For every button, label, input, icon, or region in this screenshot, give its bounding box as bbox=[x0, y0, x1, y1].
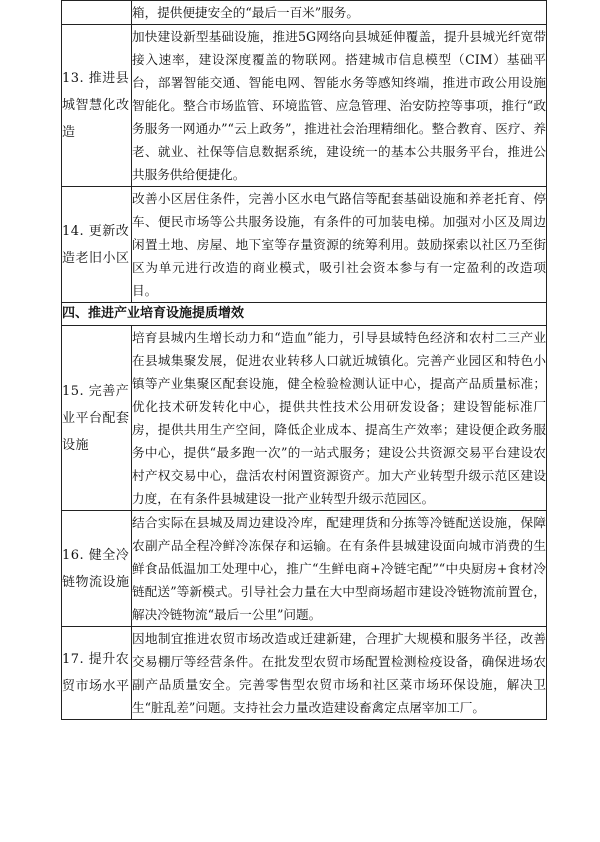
table-row bbox=[62, 627, 547, 720]
item-content: 结合实际在县城及周边建设冷库，配建理货和分拣等冷链配送设施，保障农副产品全程冷鲜冷冻保存和运输。在有条件县城建设面向城市消费的生鲜食品低温加工处理中心，推广“生鲜电商+冷链宅配”“中央厨房+食材冷链配送”等新模式。引导社会力量在大中型商场超市建设冷链物流前置仓，解决冷链物流“最后一公里”问题。 bbox=[132, 511, 547, 627]
table-row bbox=[62, 326, 547, 511]
item-content: 培育县城内生增长动力和“造血”能力，引导县域特色经济和农村二三产业在县城集聚发展，促进农业转移人口就近城镇化。完善产业园区和特色小镇等产业集聚区配套设施，健全检验检测认证中心，提高产品质量标准；优化技术研发转化中心，提供共性技术公用研发设备；建设智能标准厂房，提供共用生产空间，降低企业成本、提高生产效率；建设便企政务服务中心，提供“最多跑一次”的一站式服务；建设公共资源交易平台建设农村产权交易中心，盘活农村闲置资源资产。加大产业转型升级示范区建设力度，在有条件县城建设一批产业转型升级示范园区。 bbox=[132, 326, 547, 511]
table-row bbox=[62, 511, 547, 627]
table-row bbox=[62, 1, 547, 25]
table-row bbox=[62, 25, 547, 187]
item-content: 加快建设新型基础设施，推进5G网络向县城延伸覆盖，提升县城光纤宽带接入速率，建设深度覆盖的物联网。搭建城市信息模型（CIM）基础平台，部署智能交通、智能电网、智能水务等感知终端，推进市政公用设施智能化。整合市场监管、环境监管、应急管理、治安防控等事项，推行“政务服务一网通办”“云上政务”，推进社会治理精细化。整合教育、医疗、养老、就业、社保等信息数据系统，建设统一的基本公共服务平台，推进公共服务供给便捷化。 bbox=[132, 25, 547, 187]
item-content: 箱，提供便捷安全的“最后一百米”服务。 bbox=[132, 1, 547, 25]
section-title: 四、推进产业培育设施提质增效 bbox=[62, 303, 547, 326]
item-label: 13. 推进县城智慧化改造 bbox=[62, 25, 132, 187]
section-header-row bbox=[62, 303, 547, 326]
item-label: 15. 完善产业平台配套设施 bbox=[62, 326, 132, 511]
item-label: 16. 健全冷链物流设施 bbox=[62, 511, 132, 627]
item-content: 改善小区居住条件，完善小区水电气路信等配套基础设施和养老托育、停车、便民市场等公共服务设施，有条件的可加装电梯。加强对小区及周边闲置土地、房屋、地下室等存量资源的统筹利用。鼓励探索以社区乃至街区为单元进行改造的商业模式，吸引社会资本参与有一定盈利的改造项目。 bbox=[132, 187, 547, 303]
item-label: 17. 提升农贸市场水平 bbox=[62, 627, 132, 720]
item-label bbox=[62, 1, 132, 25]
item-content: 因地制宜推进农贸市场改造或迁建新建，合理扩大规模和服务半径，改善交易棚厅等经营条件。在批发型农贸市场配置检测检疫设备，确保进场农副产品质量安全。完善零售型农贸市场和社区菜市场环保设施，解决卫生“脏乱差”问题。支持社会力量改造建设畜禽定点屠宰加工厂。 bbox=[132, 627, 547, 720]
policy-table bbox=[61, 0, 547, 720]
table-row bbox=[62, 187, 547, 303]
item-label: 14. 更新改造老旧小区 bbox=[62, 187, 132, 303]
